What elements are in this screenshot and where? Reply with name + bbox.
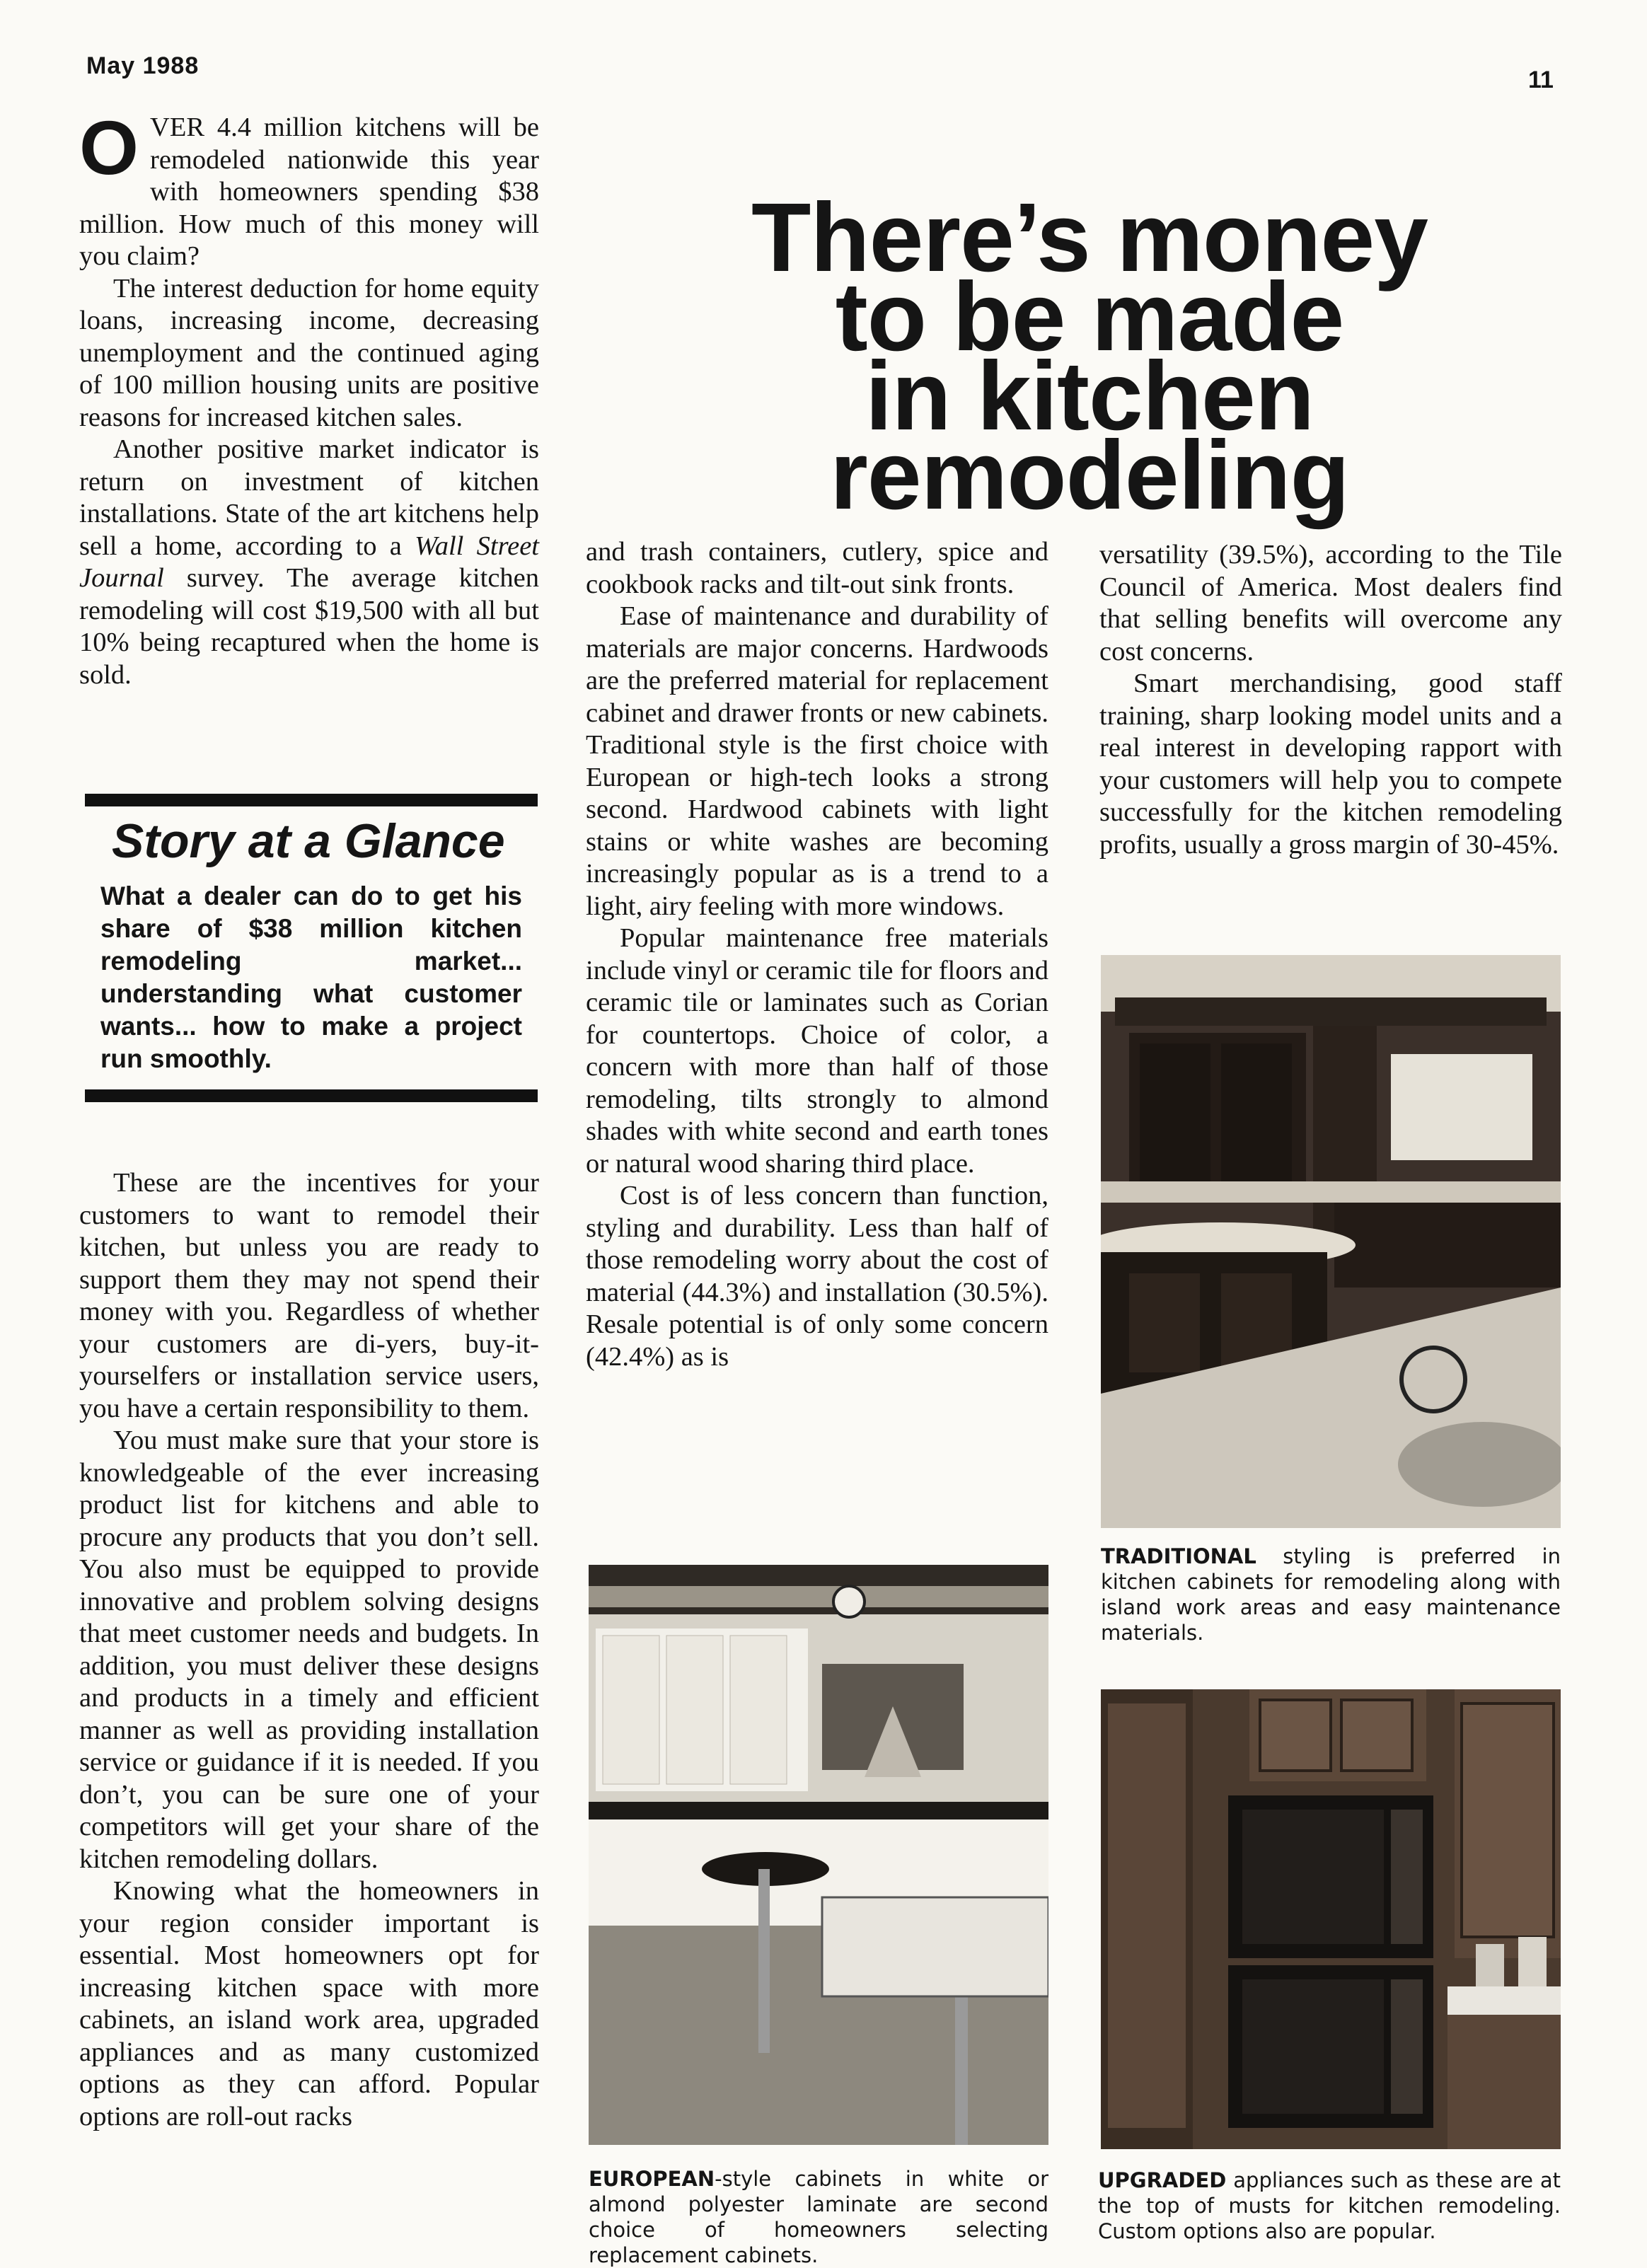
col3-paragraph-2: Smart merchandising, good staff training, sharp looking model units and a real interest in developing rapport with your customers will help you to compete successfully for the kitchen remodeling profits, usually a gross margin of 30-45%. — [1099, 669, 1562, 860]
intro-paragraph-1 — [79, 105, 539, 273]
page-number: 11 — [1528, 66, 1554, 93]
intro-column — [79, 105, 539, 691]
col2-paragraph-4: Cost is of less concern than function, styling and durability. Less than half of those remodeling worry about the cost of material (44.3%) and installation (30.5%). Resale potential is of only some concern (42.4%) as is — [586, 1181, 1048, 1372]
drop-cap: O — [79, 105, 139, 190]
headline-line-3: in kitchen remodeling — [830, 342, 1349, 530]
col3-paragraph-1: versatility (39.5%), according to the Tile Council of America. Most dealers find that selling benefits will overcome any cost concerns. — [1099, 540, 1562, 666]
glance-summary: What a dealer can do to get his share of $38 million kitchen remodeling market... understanding what customer wants... how to make a project run smoothly. — [100, 881, 522, 1073]
column-1-body — [79, 1167, 539, 2133]
upgraded-appliances-photo — [1101, 1689, 1561, 2149]
upgraded-caption-lead: UPGRADED — [1098, 2168, 1227, 2192]
col2-paragraph-2: Ease of maintenance and durability of materials are major concerns. Hardwoods are the preferred material for replacement cabinet and drawer fronts or new cabinets. Traditional style is the first choice with European or high-tech looks a strong second. Hardwood cabinets with light stains or white washes are becoming increasingly popular as is a trend to a light, airy feeling with more windows. — [586, 601, 1048, 921]
traditional-caption-lead: TRADITIONAL — [1101, 1544, 1256, 1568]
glance-title: Story at a Glance — [112, 814, 505, 868]
col1-paragraph-2: You must make sure that your store is knowledgeable of the ever increasing product list for kitchens and able to procure any products that you don’t sell. You also must be equipped to provide innovative and problem solving designs that meet customer needs and budgets. In addition, you must deliver these designs and products in a timely and efficient manner as well as providing installation service or guidance if it is needed. If you don’t, you can be sure one of your competitors will get your share of the kitchen remodeling dollars. — [79, 1425, 539, 1874]
headline-line-2: to be made — [835, 262, 1344, 371]
issue-date: May 1988 — [86, 52, 200, 79]
european-caption-lead: EUROPEAN — [589, 2167, 715, 2191]
col1-paragraph-1: These are the incentives for your customers to want to remodel their kitchen, but unless you are ready to support them they may not spend their money with you. Regardless of whether your customers are di-yers, buy-it-yourselfers or installation service users, you have a certain responsibility to them. — [79, 1168, 539, 1423]
upgraded-appliances-illustration — [1101, 1689, 1561, 2149]
upgraded-caption — [1098, 2168, 1561, 2244]
traditional-caption-text: styling is preferred in kitchen cabinets for remodeling along with island work areas and easy maintenance materials. — [1101, 1544, 1561, 1645]
headline-line-1: There’s money — [751, 183, 1428, 292]
european-kitchen-photo — [589, 1565, 1048, 2145]
upgraded-caption-text: appliances such as these are at the top of musts for kitchen remodeling. Custom options also are popular. — [1098, 2168, 1561, 2243]
traditional-kitchen-photo — [1101, 955, 1561, 1528]
col2-paragraph-3: Popular maintenance free materials include vinyl or ceramic tile for floors and ceramic tile or laminates such as Corian for countertops. Choice of color, a concern with more than half of those remodeling, tilts strongly to almond shades with white second and earth tones or natural wood sharing third place. — [586, 923, 1048, 1179]
glance-top-rule — [85, 794, 538, 806]
intro-paragraph-2: The interest deduction for home equity loans, increasing income, decreasing unemployment and the continued aging of 100 million housing units are positive reasons for increased kitchen sales. — [79, 273, 539, 432]
european-caption-text: -style cabinets in white or almond polyester laminate are second choice of homeowners selecting replacement cabinets. — [589, 2167, 1048, 2267]
glance-bottom-rule — [85, 1089, 538, 1102]
traditional-kitchen-illustration — [1101, 955, 1561, 1528]
intro-text-1: VER 4.4 million kitchens will be remodeled nationwide this year with homeowners spending $38 million. How much of this money will you claim? — [79, 112, 539, 271]
wsj-reference: Wall Street Journal — [79, 531, 539, 593]
column-3-body — [1099, 539, 1562, 861]
article-headline — [601, 183, 1578, 530]
column-2-body — [586, 536, 1048, 1373]
col2-paragraph-1: and trash containers, cutlery, spice and cookbook racks and tilt-out sink fronts. — [586, 537, 1048, 599]
traditional-caption — [1101, 1544, 1561, 1645]
col1-paragraph-3: Knowing what the homeowners in your region consider important is essential. Most homeowners opt for increasing kitchen space with more cabinets, an island work area, upgraded appliances and as many customized options as they can afford. Popular options are roll-out racks — [79, 1876, 539, 2131]
intro-text-3a: Another positive market indicator is return on investment of kitchen installations. State of the art kitchens help sell a home, according to a — [79, 434, 539, 561]
european-caption — [589, 2166, 1048, 2268]
intro-text-3b: survey. The average kitchen remodeling will cost $19,500 with all but 10% being recaptured when the home is sold. — [79, 563, 539, 690]
european-kitchen-illustration — [589, 1565, 1048, 2145]
intro-paragraph-3 — [79, 434, 539, 691]
